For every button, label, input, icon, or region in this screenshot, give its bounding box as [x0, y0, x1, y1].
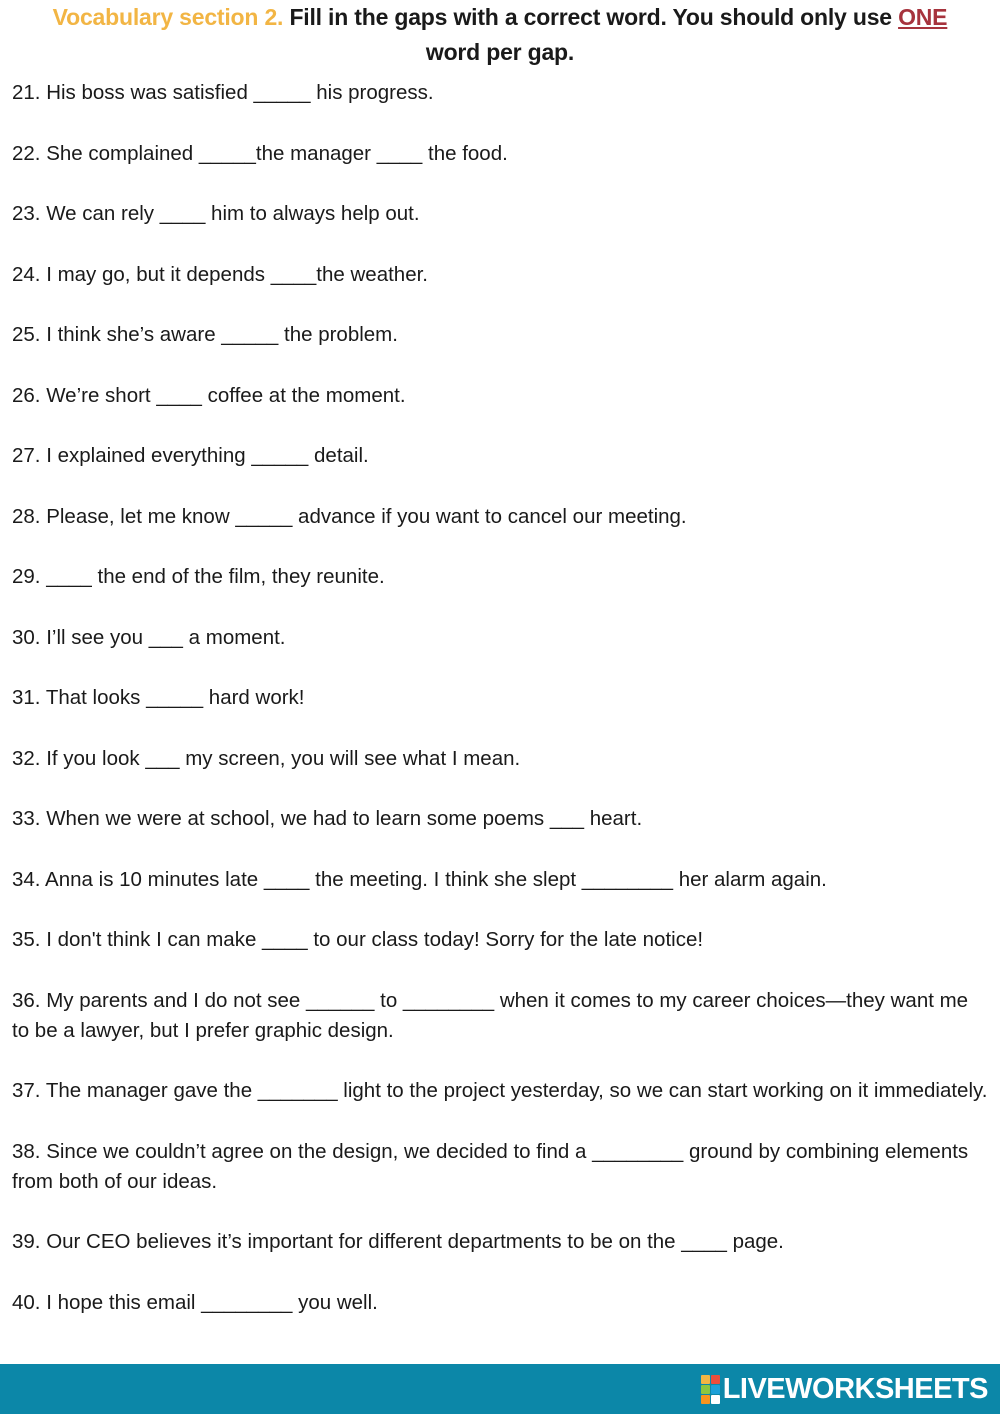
question-29: 29. ____ the end of the film, they reunite.: [12, 565, 385, 588]
question-31: 31. That looks _____ hard work!: [12, 686, 305, 709]
question-40: 40. I hope this email ________ you well.: [12, 1290, 378, 1314]
question-34: 34. Anna is 10 minutes late ____ the meeting. I think she slept ________ her alarm again.: [12, 867, 827, 891]
question-26: 26. We’re short ____ coffee at the moment.: [12, 383, 406, 407]
question-21: 21. His boss was satisfied _____ his progress.: [12, 81, 434, 104]
question-24: 24. I may go, but it depends ____the weather.: [12, 262, 428, 286]
question-33: 33. When we were at school, we had to learn some poems ___ heart.: [12, 807, 643, 830]
worksheet-header: [0, 0, 1000, 70]
instruction-text-continued: word per gap.: [425, 39, 575, 65]
question-30: 30. I’ll see you ___ a moment.: [12, 625, 286, 649]
logo-tile: [711, 1375, 720, 1384]
question-36: 36. My parents and I do not see ______ to ________ when it comes to my career choices—they want me to be a lawyer, but I prefer graphic design.: [12, 988, 969, 1042]
logo-tile: [701, 1375, 710, 1384]
question-37: 37. The manager gave the _______ light to the project yesterday, so we can start working on it immediately.: [12, 1079, 988, 1102]
question-25: 25. I think she’s aware _____ the problem.: [12, 323, 398, 346]
question-32: 32. If you look ___ my screen, you will see what I mean.: [12, 746, 521, 770]
question-38: 38. Since we couldn’t agree on the design, we decided to find a ________ ground by combining elements from both of our ideas.: [12, 1139, 969, 1193]
logo-text: LIVEWORKSHEETS: [722, 1372, 988, 1405]
liveworksheets-logo-icon: [701, 1375, 720, 1404]
question-39: 39. Our CEO believes it’s important for different departments to be on the ____ page.: [12, 1230, 784, 1253]
logo-tile: [711, 1395, 720, 1404]
question-23: 23. We can rely ____ him to always help out.: [12, 202, 420, 225]
question-28: 28. Please, let me know _____ advance if you want to cancel our meeting.: [12, 504, 687, 528]
logo-tile: [701, 1385, 710, 1394]
question-list: [12, 78, 990, 1348]
question-22: 22. She complained _____the manager ____ the food.: [12, 141, 508, 165]
logo-tile: [701, 1395, 710, 1404]
section-title: Vocabulary section 2.: [52, 4, 284, 30]
logo-tile: [711, 1385, 720, 1394]
instruction-emphasis: ONE: [898, 4, 948, 30]
question-27: 27. I explained everything _____ detail.: [12, 444, 369, 467]
footer-bar: [0, 1364, 1000, 1414]
instruction-text: Fill in the gaps with a correct word. You should only use: [289, 4, 892, 30]
question-35: 35. I don't think I can make ____ to our class today! Sorry for the late notice!: [12, 928, 704, 951]
liveworksheets-logo[interactable]: [701, 1373, 988, 1405]
